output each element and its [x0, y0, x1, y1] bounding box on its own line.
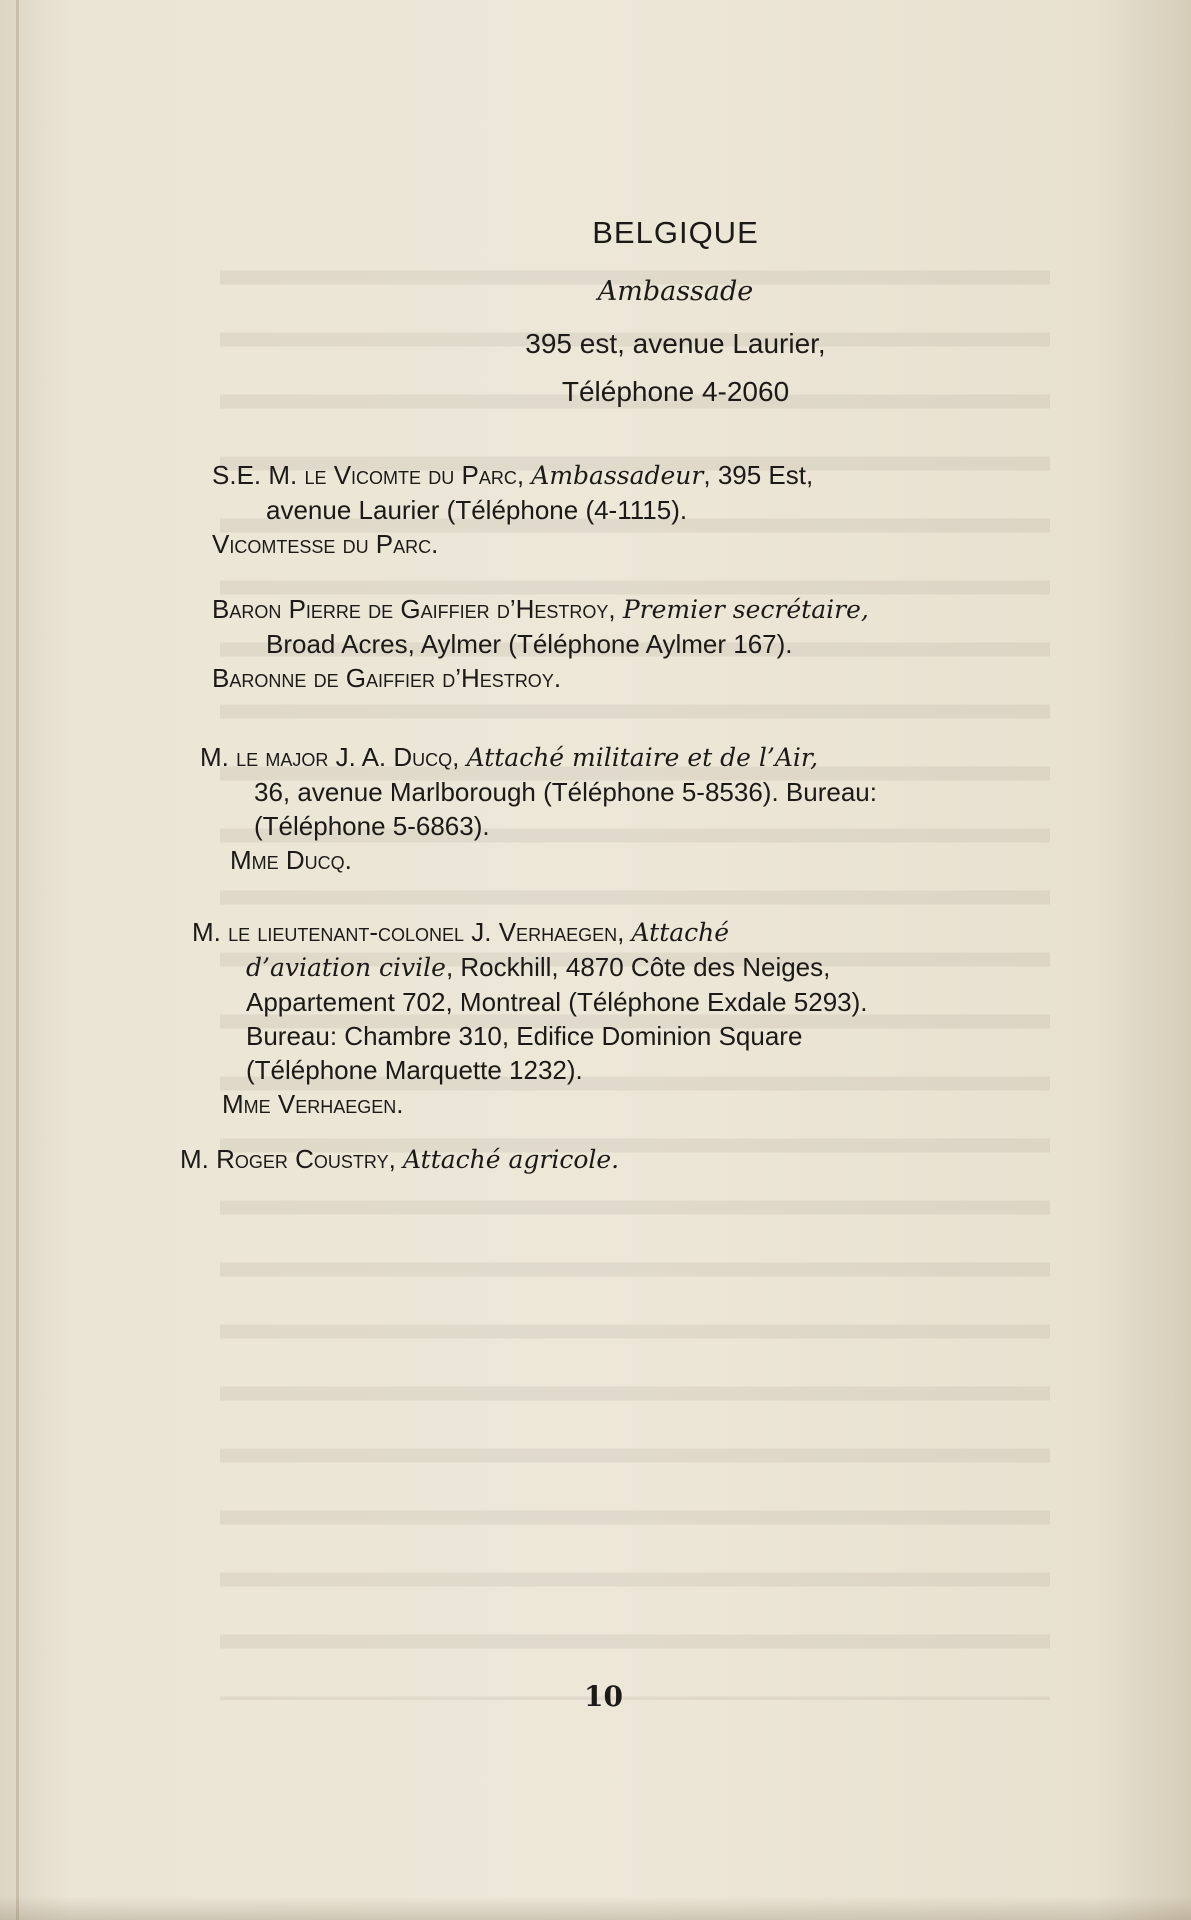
entry-address-line: Bureau: Chambre 310, Edifice Dominion Square — [246, 1021, 803, 1051]
mission-address: 395 est, avenue Laurier, — [525, 328, 826, 359]
entry-title: Attaché militaire et de l’Air, — [466, 743, 819, 772]
entry-address-line: , Rockhill, 4870 Côte des Neiges, — [445, 952, 831, 982]
entry-title: Premier secrétaire, — [622, 595, 869, 624]
entry-name: M. le lieutenant-colonel J. Verhaegen, — [192, 917, 632, 947]
staff-entry-agricultural-attache — [180, 1142, 619, 1177]
entry-address-line: 36, avenue Marlborough (Téléphone 5-8536). Bureau: — [254, 777, 877, 807]
entry-address-line: avenue Laurier (Téléphone (4-1115). — [266, 495, 688, 525]
entry-title: Attaché agricole. — [403, 1145, 620, 1174]
entry-address-line: Broad Acres, Aylmer (Téléphone Aylmer 167). — [266, 629, 793, 659]
entry-title-continued: d’aviation civile — [246, 953, 446, 982]
country-heading: BELGIQUE — [592, 215, 759, 250]
entry-title: Ambassadeur — [531, 461, 704, 490]
entry-spouse: Mme Ducq. — [230, 845, 352, 875]
entry-name: S.E. M. le Vicomte du Parc, — [212, 460, 532, 490]
staff-entry-ambassador — [212, 458, 813, 561]
entry-title: Attaché — [631, 918, 730, 947]
staff-entry-civil-aviation-attache — [192, 915, 868, 1121]
staff-entry-military-attache — [200, 740, 877, 877]
page-spine — [16, 0, 19, 1920]
page-bottom-edge — [0, 1896, 1191, 1920]
entry-spouse: Baronne de Gaiffier d’Hestroy. — [212, 663, 562, 693]
entry-name: M. le major J. A. Ducq, — [200, 742, 467, 772]
entry-spouse: Mme Verhaegen. — [222, 1089, 404, 1119]
entry-name: Baron Pierre de Gaiffier d’Hestroy, — [212, 594, 623, 624]
entry-name: M. Roger Coustry, — [180, 1144, 404, 1174]
entry-address-line: (Téléphone Marquette 1232). — [246, 1055, 583, 1085]
entry-address-line: (Téléphone 5-6863). — [254, 811, 490, 841]
staff-entry-first-secretary — [212, 592, 869, 695]
mission-type: Ambassade — [597, 276, 754, 307]
entry-address-line: Appartement 702, Montreal (Téléphone Exdale 5293). — [246, 987, 868, 1017]
mission-phone: Téléphone 4-2060 — [561, 376, 790, 407]
entry-address: , 395 Est, — [703, 460, 814, 490]
entry-spouse: Vicomtesse du Parc. — [212, 529, 439, 559]
page-number: 10 — [584, 1680, 623, 1713]
